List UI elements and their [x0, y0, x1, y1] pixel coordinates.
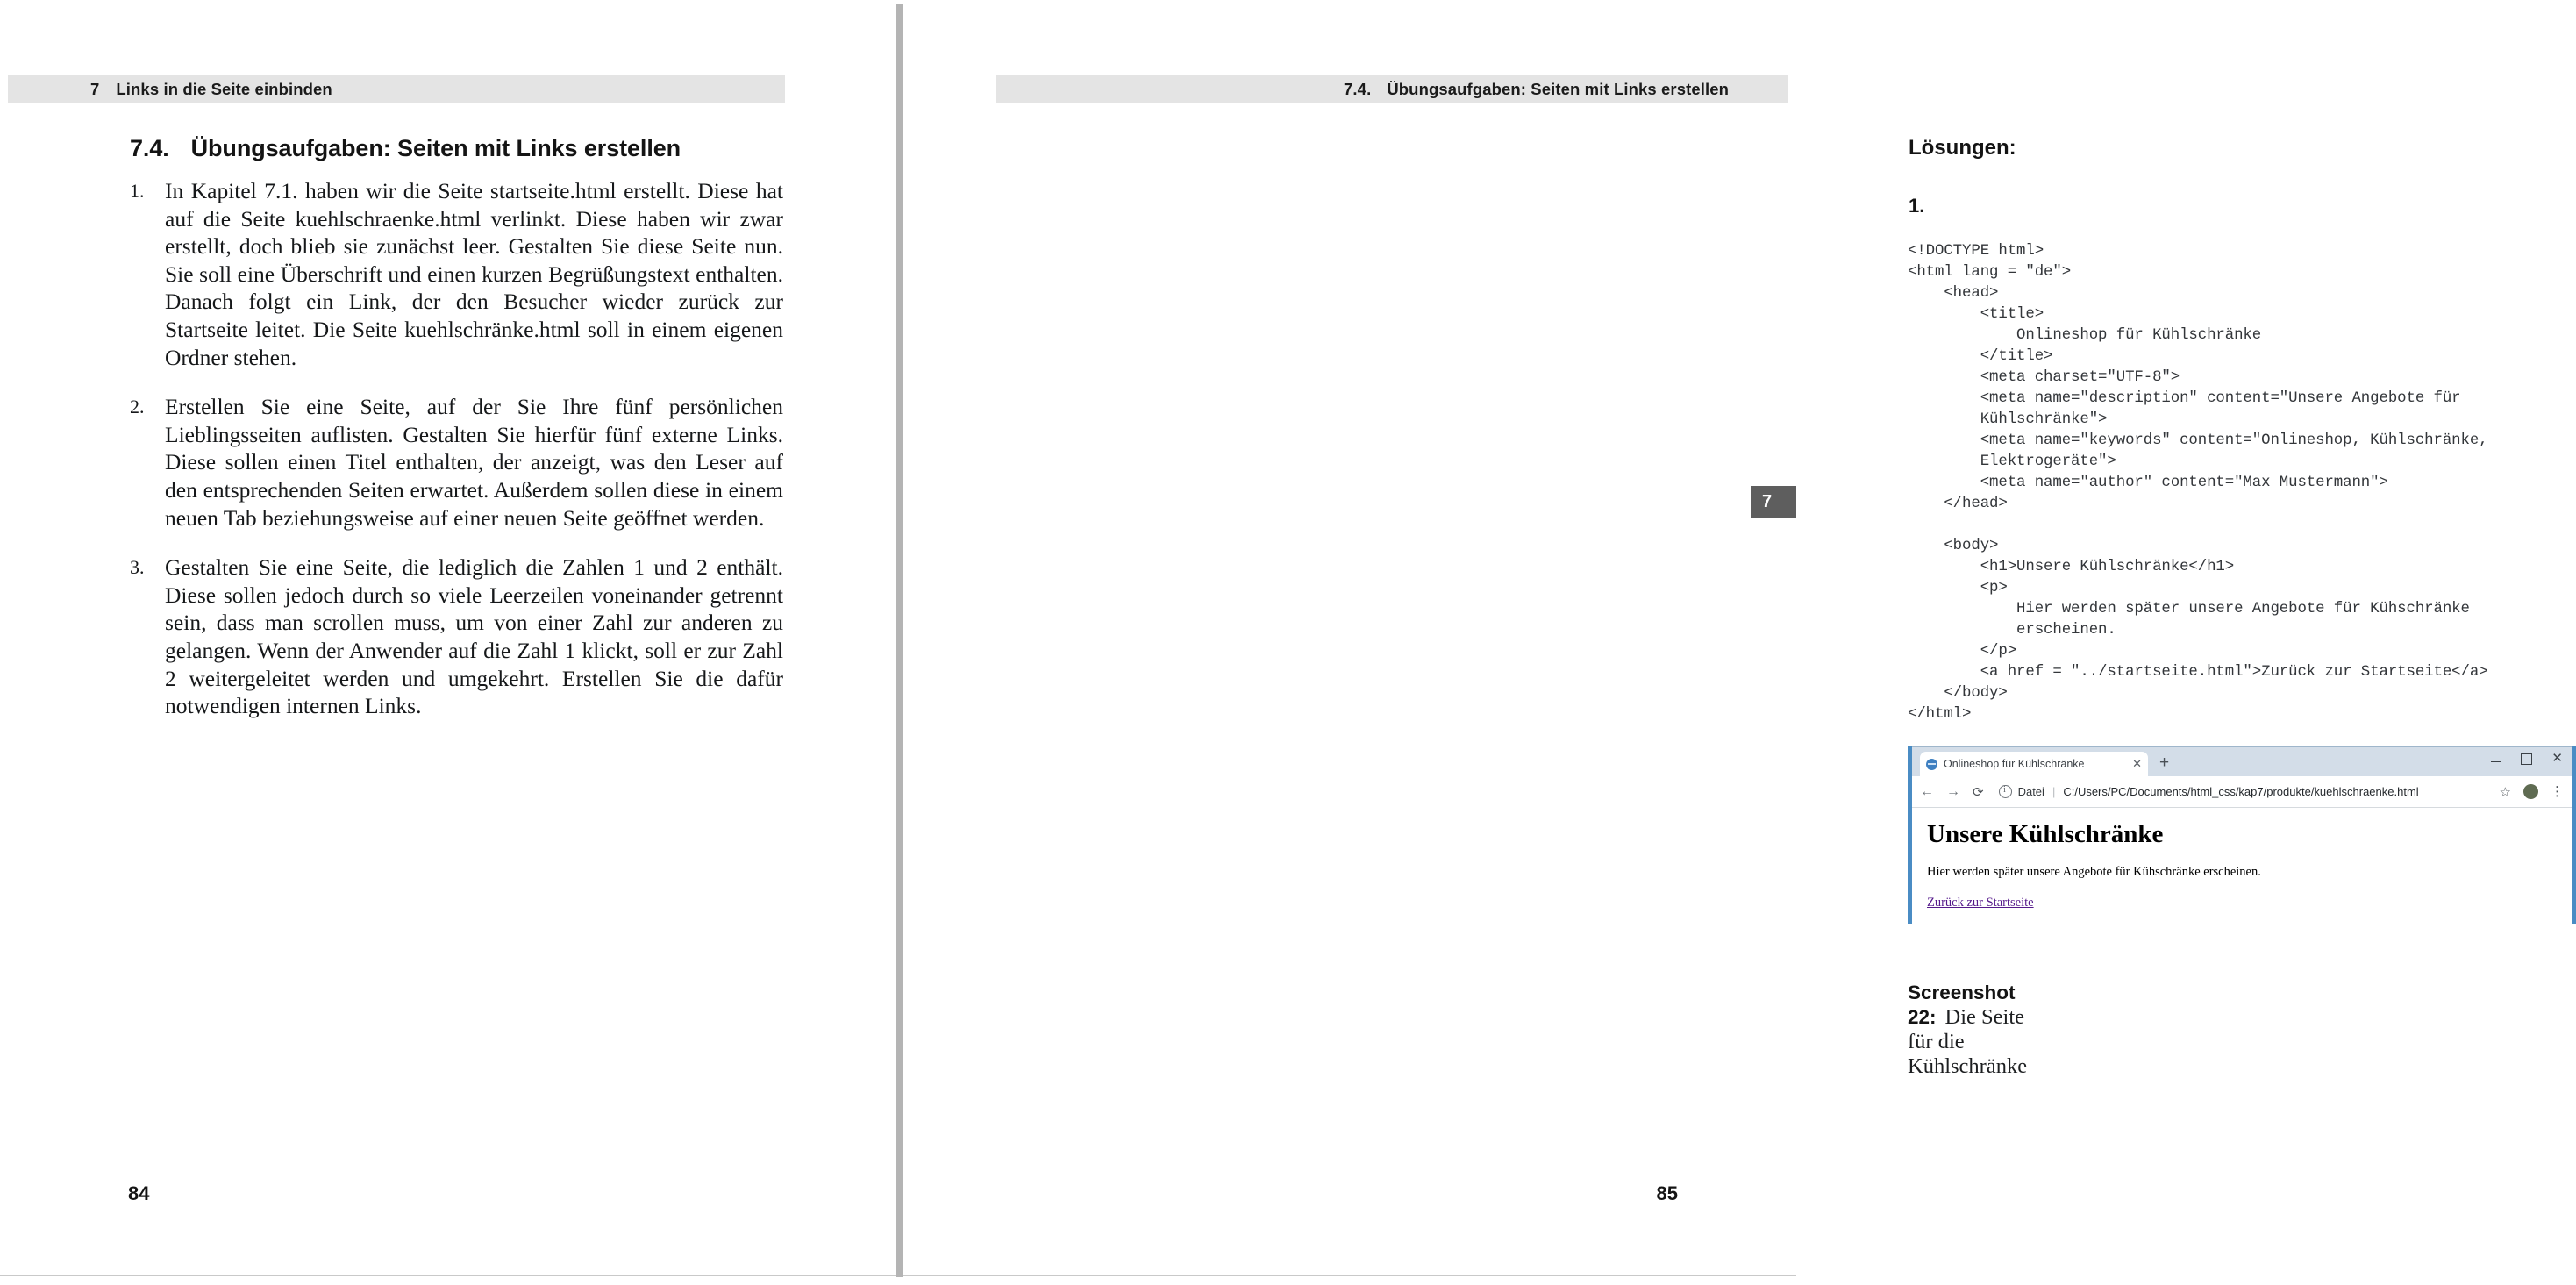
page-number-right: 85 — [1656, 1182, 1678, 1204]
browser-viewport — [1912, 808, 2572, 924]
solution-number: 1. — [1909, 195, 1925, 217]
reload-icon[interactable]: ⟳ — [1973, 784, 1984, 800]
bookmark-star-icon[interactable]: ☆ — [2499, 784, 2511, 800]
new-tab-button[interactable]: + — [2159, 753, 2170, 772]
browser-tab-title: Onlineshop für Kühlschränke — [1944, 758, 2085, 770]
running-head-chapter-number: 7 — [90, 79, 100, 98]
url-scheme-label: Datei — [2017, 785, 2044, 798]
exercise-item — [130, 553, 783, 720]
minimize-icon[interactable] — [2491, 761, 2501, 763]
browser-screenshot-figure — [1908, 746, 2576, 924]
section-number: 7.4. — [130, 135, 169, 161]
exercise-text: In Kapitel 7.1. haben wir die Seite startseite.html erstellt. Diese hat auf die Seite kuehlschraenke.html verlinkt. Diese haben wir zwar erstellt, doch blieb sie zunächst leer. Gestalten Sie diese Seite nun. Sie soll eine Überschrift und einen kurzen Begrüßungstext enthalten. Danach folgt ein Link, der den Besucher wieder zurück zur Startseite leitet. Die Seite kuehlschränke.html soll in einem eigenen Ordner stehen. — [165, 178, 783, 370]
window-controls — [2491, 751, 2563, 765]
page-left — [0, 0, 897, 1285]
running-head-section-title: Übungsaufgaben: Seiten mit Links erstellen — [1387, 79, 1729, 98]
address-bar-url[interactable]: C:/Users/PC/Documents/html_css/kap7/produkte/kuehlschraenke.html — [2063, 785, 2419, 798]
info-icon[interactable] — [1999, 785, 2012, 798]
running-head-left — [8, 75, 785, 103]
exercise-marker: 2. — [130, 396, 145, 418]
back-icon[interactable]: ← — [1920, 783, 1934, 799]
page-gutter — [896, 4, 903, 1277]
chapter-thumb-tab: 7 — [1751, 486, 1796, 518]
maximize-icon[interactable] — [2521, 753, 2532, 765]
browser-window — [1912, 746, 2572, 924]
exercise-item — [130, 177, 783, 371]
exercise-marker: 1. — [130, 180, 145, 202]
page-right — [897, 0, 2564, 1285]
figure-caption-text: Die Seite für die Kühlschränke — [1908, 1005, 2028, 1078]
exercise-marker: 3. — [130, 556, 145, 579]
kebab-menu-icon[interactable]: ⋮ — [2551, 783, 2564, 799]
exercise-item — [130, 393, 783, 532]
running-head-chapter-title: Links in die Seite einbinden — [116, 79, 332, 98]
section-heading — [130, 135, 681, 162]
solutions-heading: Lösungen: — [1909, 136, 2016, 160]
page-number-left: 84 — [128, 1182, 150, 1204]
running-head-section-number: 7.4. — [1344, 79, 1372, 98]
rendered-page-heading: Unsere Kühlschränke — [1927, 820, 2164, 848]
exercise-list — [130, 177, 783, 720]
figure-caption — [1908, 981, 2027, 1079]
forward-icon[interactable]: → — [1946, 783, 1960, 799]
window-close-icon[interactable]: ✕ — [2551, 751, 2563, 766]
browser-tab[interactable] — [1920, 752, 2148, 776]
close-icon[interactable]: ✕ — [2132, 757, 2142, 770]
rendered-page-link[interactable]: Zurück zur Startseite — [1927, 896, 2034, 910]
globe-icon — [1926, 759, 1937, 770]
exercise-text: Erstellen Sie eine Seite, auf der Sie Ihre fünf persönlichen Lieblingsseiten auflisten. Gestalten Sie hierfür fünf externe Links. Diese sollen einen Titel enthalten, der anzeigt, was den Leser auf den entsprechenden Seiten erwartet. Außerdem sollen diese in einem neuen Tab beziehungsweise auf einer neuen Seite geöffnet werden. — [165, 394, 783, 531]
figure-caption-label: Screenshot 22: — [1908, 982, 2016, 1028]
running-head-right — [996, 75, 1788, 103]
avatar-icon[interactable] — [2523, 784, 2538, 799]
exercise-text: Gestalten Sie eine Seite, die lediglich die Zahlen 1 und 2 enthält. Diese sollen jedoch durch so viele Leerzeilen voneinander getrennt sein, dass man scrollen muss, um von einer Zahl zur anderen zu gelangen. Wenn der Anwender auf die Zahl 1 klickt, soll er zur Zahl 2 weitergeleitet werden und umgekehrt. Erstellen Sie die dafür notwendigen internen Links. — [165, 554, 783, 719]
section-title-text: Übungsaufgaben: Seiten mit Links erstellen — [190, 135, 681, 161]
rendered-page-paragraph: Hier werden später unsere Angebote für Kühschränke erscheinen. — [1927, 865, 2261, 879]
url-separator: | — [2052, 785, 2056, 798]
browser-tabstrip — [1912, 746, 2572, 776]
browser-toolbar — [1912, 776, 2572, 808]
code-listing: <!DOCTYPE html> <html lang = "de"> <head> <title> Onlineshop für Kühlschränke </title> <meta charset="UTF-8"> <meta name="description" content="Unsere Angebote für Kühlschränke"> <meta name="keywords" content="Onlineshop, Kühlschränke, Elektrogeräte"> <meta name="author" content="Max Mustermann"> </head> <body> <h1>Unsere Kühlschränke</h1> <p> Hier werden später unsere Angebote für Kühschränke erscheinen. </p> <a href = "../startseite.html">Zurück zur Startseite</a> </body> </html> — [1908, 243, 2488, 723]
